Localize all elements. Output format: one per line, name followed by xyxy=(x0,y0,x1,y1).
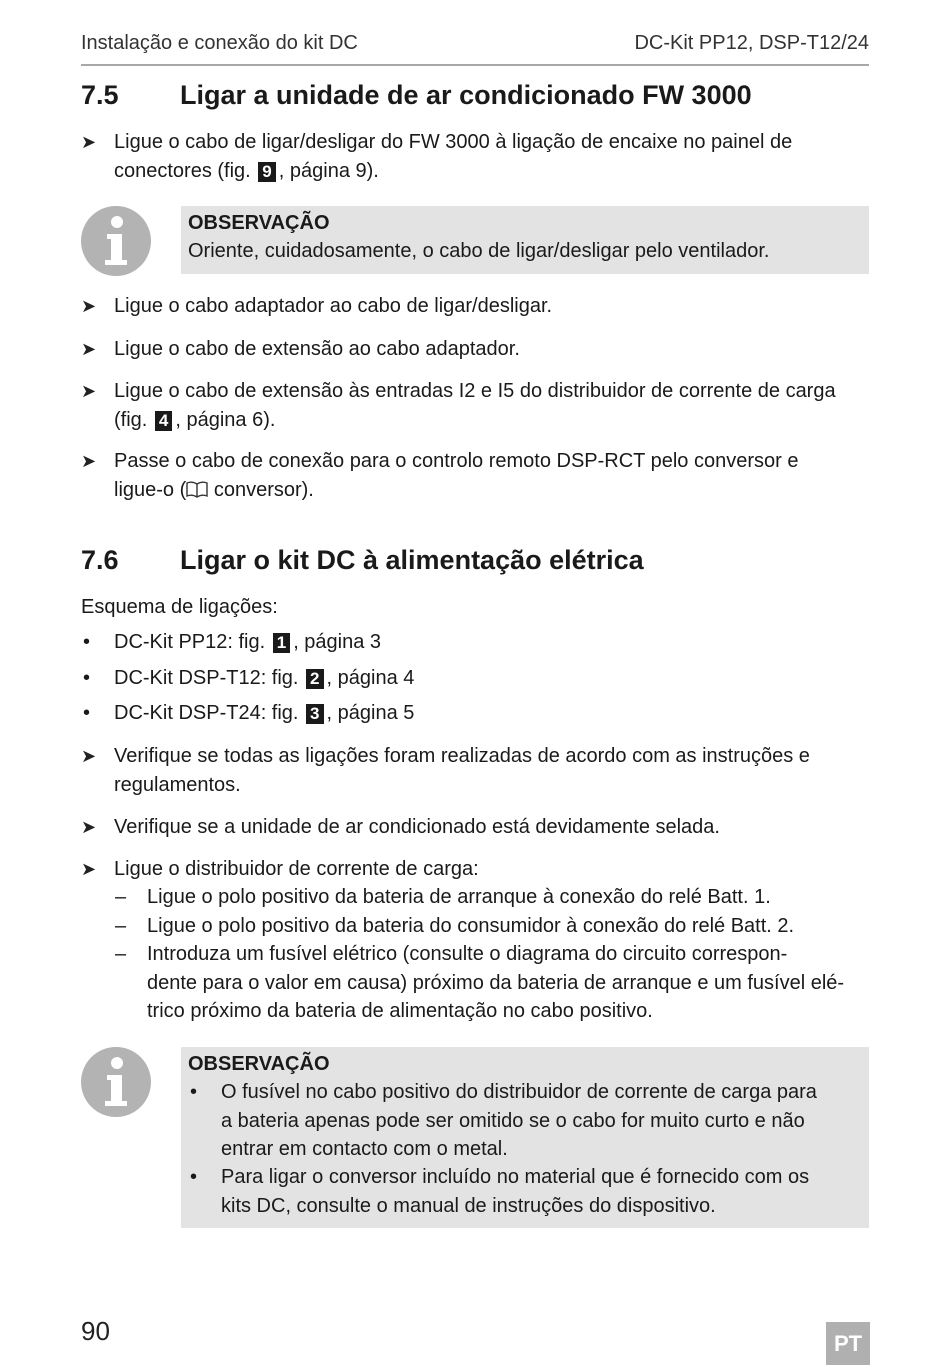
step-text xyxy=(114,128,792,185)
section-title: Ligar o kit DC à alimentação elétrica xyxy=(180,545,644,575)
step-line xyxy=(114,406,836,435)
substep-line: trico próximo da bateria de alimentação no cabo positivo. xyxy=(147,1000,653,1022)
note-bullet-text xyxy=(221,1163,809,1220)
bullet-icon: • xyxy=(190,1166,198,1188)
bullet-icon: • xyxy=(83,702,91,724)
list-item-text: DC-Kit DSP-T24: fig. xyxy=(114,702,305,724)
step-arrow-icon: ➤ xyxy=(81,746,97,766)
note-line: a bateria apenas pode ser omitido se o cabo for muito curto e não xyxy=(221,1109,805,1132)
step-text-part: (fig. xyxy=(114,408,153,431)
step-text: Ligue o distribuidor de corrente de carga: xyxy=(114,858,479,880)
bullet-icon: • xyxy=(190,1081,198,1103)
info-icon xyxy=(81,1047,151,1117)
step-text-part: , página 9). xyxy=(278,159,379,182)
step-arrow-icon: ➤ xyxy=(81,817,97,837)
step-text-part: conversor). xyxy=(208,478,314,501)
section-title: Ligar a unidade de ar condicionado FW 3000 xyxy=(180,80,752,110)
step-arrow-icon: ➤ xyxy=(81,339,97,359)
figure-badge: 4 xyxy=(155,411,172,431)
figure-badge: 3 xyxy=(306,704,323,724)
section-number: 7.6 xyxy=(81,545,119,575)
step-line xyxy=(114,157,792,186)
list-item-text: , página 4 xyxy=(326,667,415,689)
page-number: 90 xyxy=(81,1316,110,1346)
note-line: Para ligar o conversor incluído no material que é fornecido com os xyxy=(221,1166,810,1188)
dash-icon: – xyxy=(115,886,127,908)
info-icon xyxy=(81,206,151,276)
list-item-text: , página 5 xyxy=(326,702,415,724)
note-box xyxy=(181,1047,869,1228)
list-item-text: DC-Kit DSP-T12: fig. xyxy=(114,667,305,689)
intro-text: Esquema de ligações: xyxy=(81,596,278,618)
note-box xyxy=(181,206,869,274)
language-tab: PT xyxy=(826,1322,870,1365)
step-line: regulamentos. xyxy=(114,773,241,796)
step-text-part: , página 6). xyxy=(175,408,276,431)
step-arrow-icon: ➤ xyxy=(81,296,97,316)
substep-text: Ligue o polo positivo da bateria de arranque à conexão do relé Batt. 1. xyxy=(147,886,771,908)
substep-line: dente para o valor em causa) próximo da bateria de arranque e um fusível elé- xyxy=(147,971,845,994)
step-line: Verifique se todas as ligações foram realizadas de acordo com as instruções e xyxy=(114,745,810,767)
step-text: Ligue o cabo adaptador ao cabo de ligar/desligar. xyxy=(114,295,553,317)
note-line: entrar em contacto com o metal. xyxy=(221,1138,508,1160)
header-product: DC-Kit PP12, DSP-T12/24 xyxy=(634,32,869,54)
step-arrow-icon: ➤ xyxy=(81,132,97,152)
list-item-text: , página 3 xyxy=(293,631,382,653)
substep-text: Ligue o polo positivo da bateria do consumidor à conexão do relé Batt. 2. xyxy=(147,915,795,937)
figure-badge: 1 xyxy=(273,633,290,653)
note-line: kits DC, consulte o manual de instruções do dispositivo. xyxy=(221,1194,716,1217)
substep-line: Introduza um fusível elétrico (consulte o diagrama do circuito correspon- xyxy=(147,943,788,965)
step-arrow-icon: ➤ xyxy=(81,381,97,401)
note-title: OBSERVAÇÃO xyxy=(188,212,330,234)
note-title: OBSERVAÇÃO xyxy=(188,1053,330,1075)
step-arrow-icon: ➤ xyxy=(81,451,97,471)
substep-text xyxy=(147,940,844,1026)
step-text: Ligue o cabo de extensão ao cabo adaptador. xyxy=(114,338,520,360)
step-line: Ligue o cabo de extensão às entradas I2 e I5 do distribuidor de corrente de carga xyxy=(114,380,836,402)
header-chapter: Instalação e conexão do kit DC xyxy=(81,32,358,54)
page-header xyxy=(81,30,869,66)
dash-icon: – xyxy=(115,915,127,937)
step-text-part: conectores (fig. xyxy=(114,159,257,182)
section-number: 7.5 xyxy=(81,80,119,110)
book-icon xyxy=(186,480,208,498)
step-text xyxy=(114,742,810,799)
step-text xyxy=(114,447,798,504)
note-bullet-text xyxy=(221,1078,817,1164)
bullet-icon: • xyxy=(83,667,91,689)
dash-icon: – xyxy=(115,943,127,965)
step-text xyxy=(114,377,836,434)
step-line xyxy=(114,476,798,505)
note-line: O fusível no cabo positivo do distribuidor de corrente de carga para xyxy=(221,1081,817,1103)
list-item xyxy=(114,664,414,693)
list-item-text: DC-Kit PP12: fig. xyxy=(114,631,271,653)
list-item xyxy=(114,699,414,728)
step-text: Verifique se a unidade de ar condicionado está devidamente selada. xyxy=(114,816,720,838)
step-line: Passe o cabo de conexão para o controlo remoto DSP-RCT pelo conversor e xyxy=(114,450,799,472)
step-arrow-icon: ➤ xyxy=(81,859,97,879)
figure-badge: 2 xyxy=(306,669,323,689)
note-text: Oriente, cuidadosamente, o cabo de ligar/desligar pelo ventilador. xyxy=(188,240,770,262)
step-line: Ligue o cabo de ligar/desligar do FW 3000 à ligação de encaixe no painel de xyxy=(114,131,793,153)
bullet-icon: • xyxy=(83,631,91,653)
list-item xyxy=(114,628,381,657)
figure-badge: 9 xyxy=(258,162,275,182)
step-text-part: ligue-o ( xyxy=(114,478,187,501)
